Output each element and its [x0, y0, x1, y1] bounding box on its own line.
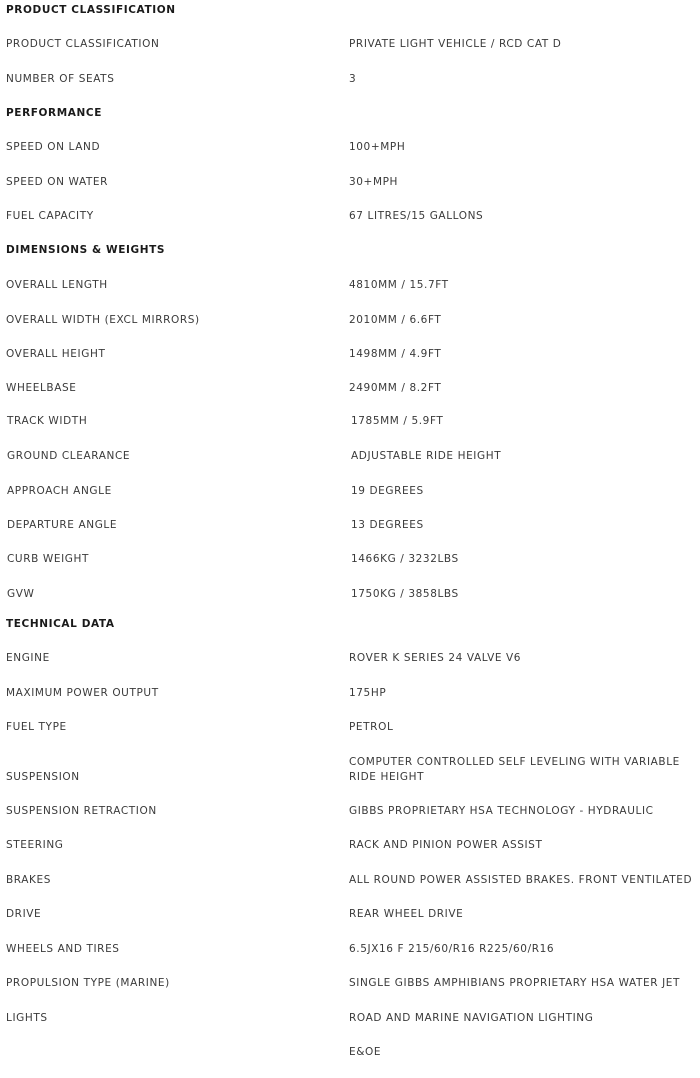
spec-label: SPEED ON WATER	[6, 176, 109, 188]
spec-label: SUSPENSION	[6, 771, 80, 783]
spec-value: 100+MPH	[349, 141, 406, 153]
spec-label: TRACK WIDTH	[7, 415, 88, 427]
spec-value: 4810MM / 15.7FT	[349, 279, 449, 291]
spec-value: 30+MPH	[349, 176, 399, 188]
spec-value: 2010MM / 6.6FT	[349, 314, 442, 326]
spec-label: DEPARTURE ANGLE	[7, 519, 118, 531]
spec-label: PROPULSION TYPE (MARINE)	[6, 977, 170, 989]
spec-value: PETROL	[349, 721, 394, 733]
spec-label: WHEELS AND TIRES	[6, 943, 120, 955]
spec-label: STEERING	[6, 839, 64, 851]
spec-label: BRAKES	[6, 874, 52, 886]
spec-label: FUEL CAPACITY	[6, 210, 94, 222]
spec-label: SUSPENSION RETRACTION	[6, 805, 157, 817]
spec-label: GROUND CLEARANCE	[7, 450, 131, 462]
spec-label: APPROACH ANGLE	[7, 485, 112, 497]
spec-value: 175HP	[349, 687, 387, 699]
spec-label: OVERALL WIDTH (EXCL MIRRORS)	[6, 314, 200, 326]
spec-value: ROVER K SERIES 24 VALVE V6	[349, 652, 522, 664]
spec-label: NUMBER OF SEATS	[6, 73, 115, 85]
spec-value: SINGLE GIBBS AMPHIBIANS PROPRIETARY HSA WATER JET	[349, 977, 681, 989]
section-title: DIMENSIONS & WEIGHTS	[6, 244, 166, 256]
spec-value: GIBBS PROPRIETARY HSA TECHNOLOGY - HYDRAULIC	[349, 805, 654, 817]
section-title: PRODUCT CLASSIFICATION	[6, 4, 176, 16]
spec-label: LIGHTS	[6, 1012, 48, 1024]
spec-value: ADJUSTABLE RIDE HEIGHT	[351, 450, 502, 462]
spec-value: ALL ROUND POWER ASSISTED BRAKES. FRONT VENTILATED	[349, 874, 693, 886]
spec-value: COMPUTER CONTROLLED SELF LEVELING WITH VARIABLE RIDE HEIGHT	[349, 756, 680, 783]
spec-value: PRIVATE LIGHT VEHICLE / RCD CAT D	[349, 38, 562, 50]
spec-value: 6.5JX16 F 215/60/R16 R225/60/R16	[349, 943, 555, 955]
spec-value: 1466KG / 3232LBS	[351, 553, 459, 565]
spec-label: CURB WEIGHT	[7, 553, 90, 565]
spec-value: ROAD AND MARINE NAVIGATION LIGHTING	[349, 1012, 594, 1024]
spec-value: 1498MM / 4.9FT	[349, 348, 442, 360]
spec-value: 67 LITRES/15 GALLONS	[349, 210, 484, 222]
spec-label: FUEL TYPE	[6, 721, 67, 733]
spec-value: RACK AND PINION POWER ASSIST	[349, 839, 543, 851]
spec-label: WHEELBASE	[6, 382, 77, 394]
spec-label: MAXIMUM POWER OUTPUT	[6, 687, 159, 699]
spec-label: OVERALL HEIGHT	[6, 348, 106, 360]
spec-label: OVERALL LENGTH	[6, 279, 108, 291]
spec-value: REAR WHEEL DRIVE	[349, 908, 464, 920]
spec-value: 13 DEGREES	[351, 519, 424, 531]
footer-note: E&OE	[349, 1046, 382, 1058]
spec-label: GVW	[7, 588, 35, 600]
section-title: PERFORMANCE	[6, 107, 102, 119]
spec-value: 1785MM / 5.9FT	[351, 415, 444, 427]
spec-label: PRODUCT CLASSIFICATION	[6, 38, 160, 50]
spec-value: 1750KG / 3858LBS	[351, 588, 459, 600]
spec-value: 3	[349, 73, 357, 85]
spec-label: DRIVE	[6, 908, 42, 920]
spec-label: ENGINE	[6, 652, 50, 664]
section-title: TECHNICAL DATA	[6, 618, 115, 630]
spec-value: 19 DEGREES	[351, 485, 424, 497]
spec-label: SPEED ON LAND	[6, 141, 101, 153]
spec-value: 2490MM / 8.2FT	[349, 382, 442, 394]
